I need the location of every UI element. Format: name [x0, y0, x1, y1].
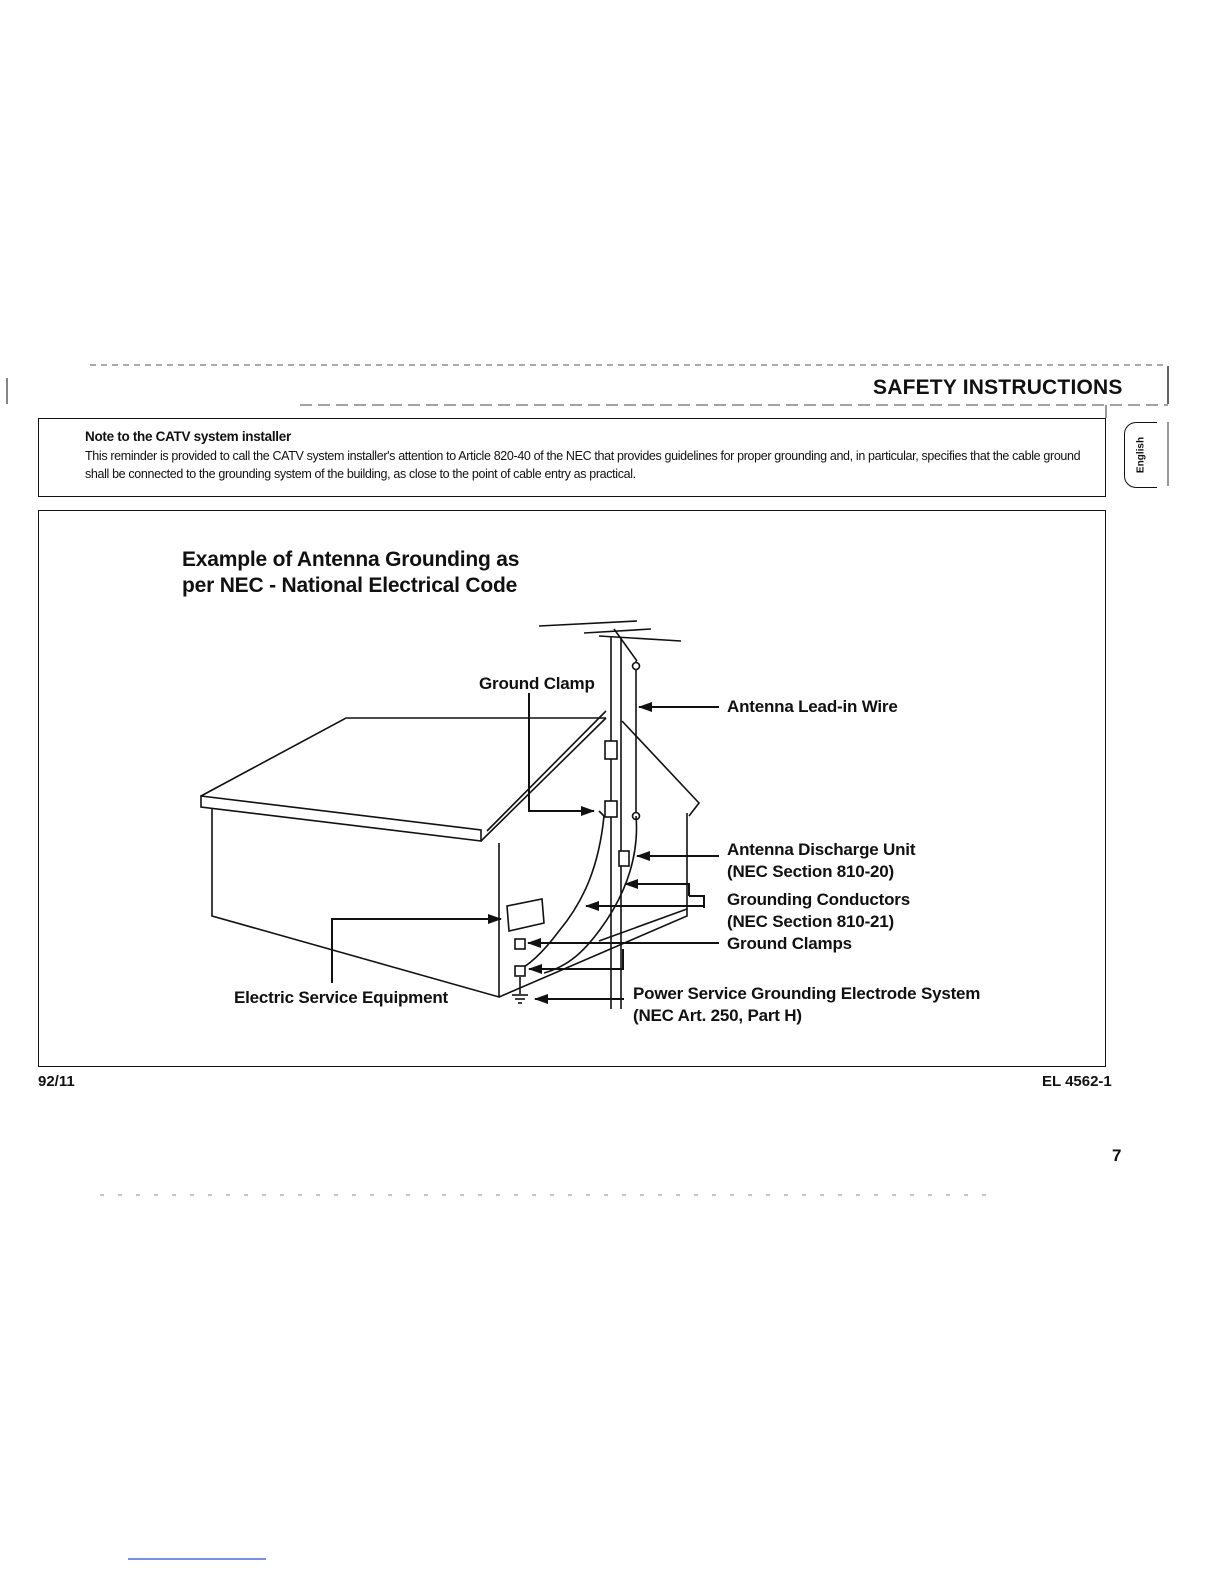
diagram-arrows: [332, 693, 719, 999]
language-tab: [1124, 422, 1157, 488]
installer-note: [38, 418, 1106, 497]
label-ground-clamp: Ground Clamp: [479, 674, 595, 693]
label-antenna-discharge-unit: [727, 839, 915, 883]
label-antenna-lead-in-wire: Antenna Lead-in Wire: [727, 697, 898, 716]
label-power-service-line-1: Power Service Grounding Electrode System: [633, 984, 981, 1003]
figure-title-line-1: Example of Antenna Grounding as: [182, 548, 520, 571]
language-tab-label: English: [1135, 436, 1147, 474]
label-power-service-line-2: (NEC Art. 250, Part H): [633, 1006, 802, 1025]
label-ground-clamps: Ground Clamps: [727, 934, 852, 953]
label-electric-service-equipment: Electric Service Equipment: [234, 988, 448, 1007]
label-discharge-unit-line-2: (NEC Section 810-20): [727, 862, 894, 881]
label-grounding-conductors: [727, 889, 910, 933]
footer-document-code: EL 4562-1: [1042, 1073, 1112, 1090]
footer-date-code: 92/11: [38, 1073, 75, 1090]
label-discharge-unit-line-1: Antenna Discharge Unit: [727, 840, 916, 859]
note-heading: Note to the CATV system installer: [85, 429, 291, 444]
label-grounding-conductors-line-1: Grounding Conductors: [727, 890, 910, 909]
label-grounding-conductors-line-2: (NEC Section 810-21): [727, 912, 894, 931]
page-number: 7: [1112, 1146, 1122, 1165]
grounding-figure: [38, 510, 1106, 1067]
note-body: This reminder is provided to call the CATV system installer's attention to Article 820-40 of the NEC that provides guidelines for proper grounding and, in particular, specifies that the cable ground shall be connected to the grounding system of the building, as close to the point of cable entry as practical.: [85, 449, 1081, 481]
label-power-service-grounding: [633, 983, 980, 1027]
figure-title-line-2: per NEC - National Electrical Code: [182, 574, 518, 597]
section-title: SAFETY INSTRUCTIONS: [873, 376, 1123, 399]
